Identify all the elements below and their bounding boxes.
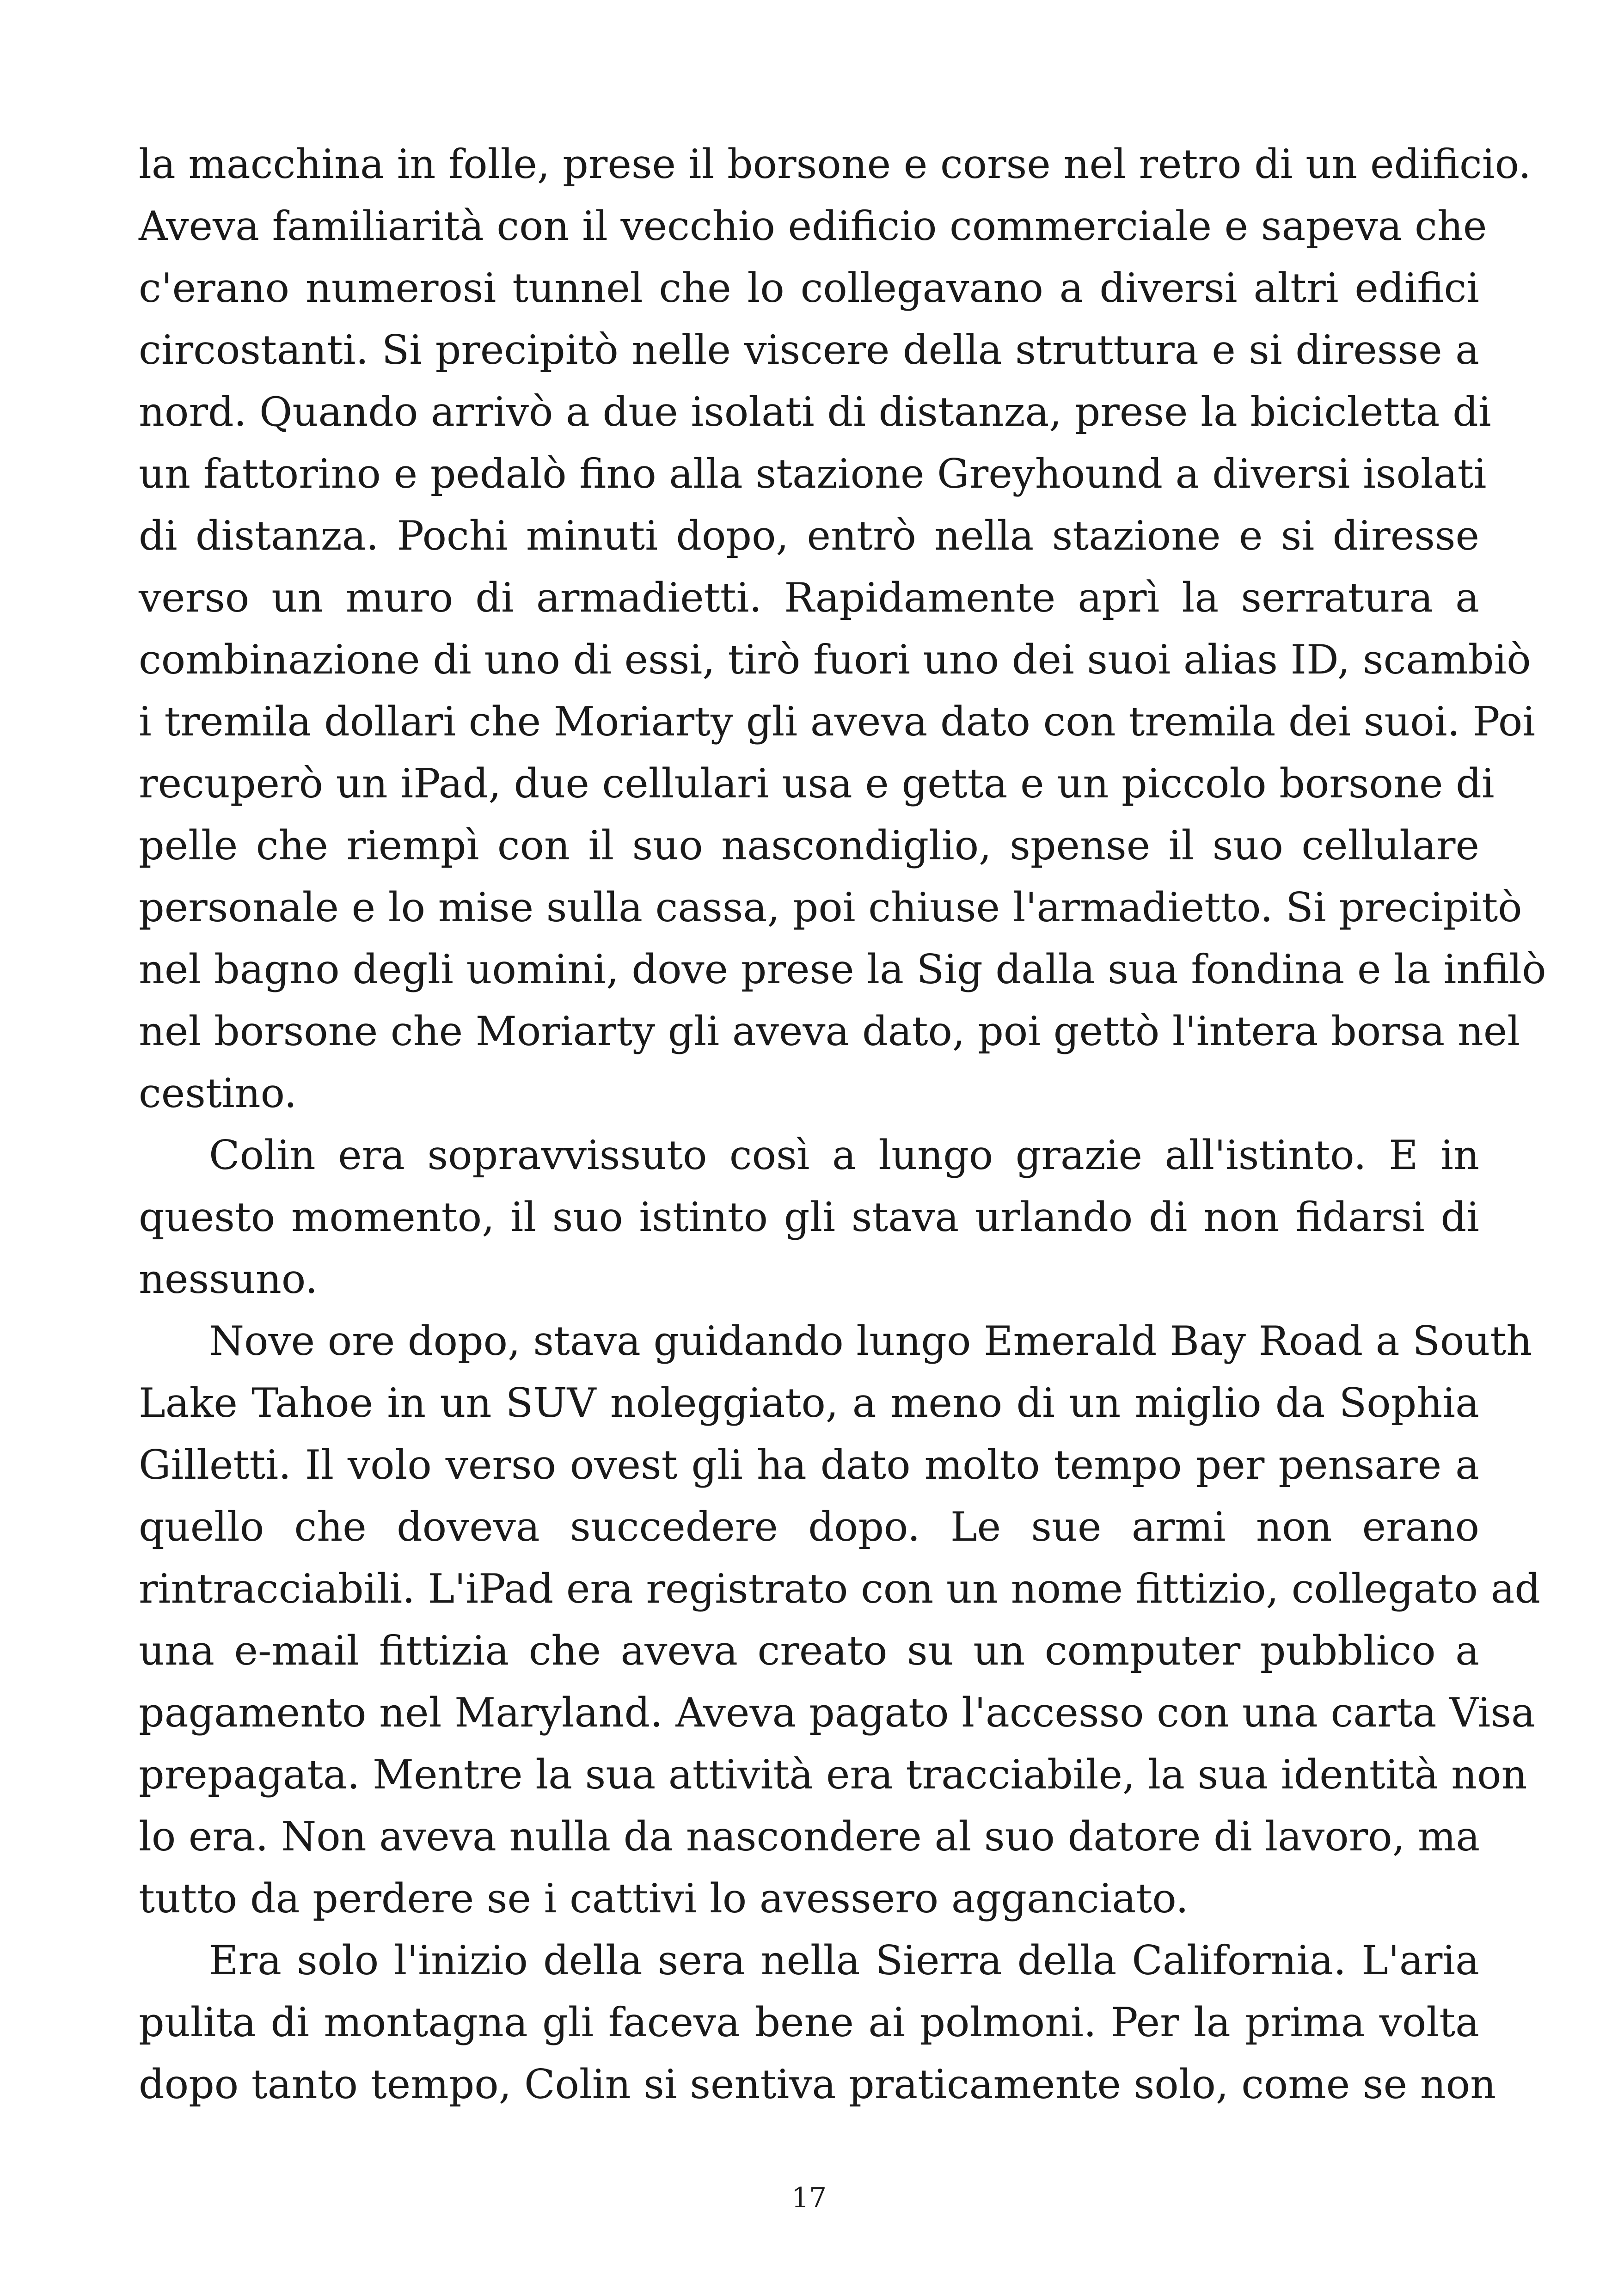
paragraph — [139, 1124, 1479, 1310]
text-line: rintracciabili. L'iPad era registrato con un nome fittizio, collegato ad — [139, 1565, 1541, 1612]
text-line: circostanti. Si precipitò nelle viscere della struttura e si diresse a — [139, 326, 1479, 373]
text-line: di distanza. Pochi minuti dopo, entrò nella stazione e si diresse — [139, 512, 1479, 559]
text-line: questo momento, il suo istinto gli stava urlando di non fidarsi di — [139, 1194, 1479, 1241]
body-text — [139, 133, 1546, 2115]
text-line: nord. Quando arrivò a due isolati di distanza, prese la bicicletta di — [139, 388, 1491, 435]
text-line: dopo tanto tempo, Colin si sentiva praticamente solo, come se non — [139, 2061, 1496, 2108]
text-line: c'erano numerosi tunnel che lo collegavano a diversi altri edifici — [139, 264, 1479, 312]
text-line: Gilletti. Il volo verso ovest gli ha dato molto tempo per pensare a — [139, 1441, 1479, 1488]
paragraph — [139, 1929, 1496, 2115]
text-line: Colin era sopravvissuto così a lungo grazie all'istinto. E in — [209, 1132, 1479, 1179]
text-line: una e-mail fittizia che aveva creato su un computer pubblico a — [139, 1627, 1479, 1674]
text-line: la macchina in folle, prese il borsone e corse nel retro di un edificio. — [139, 141, 1532, 188]
text-line: prepagata. Mentre la sua attività era tracciabile, la sua identità non — [139, 1751, 1527, 1798]
text-line: lo era. Non aveva nulla da nascondere al suo datore di lavoro, ma — [139, 1813, 1480, 1860]
paragraph — [139, 1310, 1541, 1929]
text-line: personale e lo mise sulla cassa, poi chiuse l'armadietto. Si precipitò — [139, 884, 1522, 931]
text-line: nessuno. — [139, 1255, 318, 1303]
paragraph — [139, 133, 1546, 1124]
text-line: Nove ore dopo, stava guidando lungo Emerald Bay Road a South — [209, 1317, 1532, 1365]
text-line: Aveva familiarità con il vecchio edificio commerciale e sapeva che — [139, 202, 1487, 250]
text-line: verso un muro di armadietti. Rapidamente aprì la serratura a — [139, 574, 1479, 621]
text-line: Lake Tahoe in un SUV noleggiato, a meno di un miglio da Sophia — [139, 1379, 1479, 1427]
text-line: cestino. — [139, 1070, 297, 1117]
text-line: i tremila dollari che Moriarty gli aveva dato con tremila dei suoi. Poi — [139, 698, 1536, 745]
page-number: 17 — [791, 2182, 827, 2214]
text-line: quello che doveva succedere dopo. Le sue armi non erano — [139, 1503, 1479, 1550]
text-line: un fattorino e pedalò fino alla stazione Greyhound a diversi isolati — [139, 450, 1487, 497]
text-line: Era solo l'inizio della sera nella Sierra della California. L'aria — [209, 1937, 1479, 1984]
text-line: pagamento nel Maryland. Aveva pagato l'accesso con una carta Visa — [139, 1689, 1535, 1736]
text-line: nel borsone che Moriarty gli aveva dato, poi gettò l'intera borsa nel — [139, 1008, 1520, 1055]
text-line: nel bagno degli uomini, dove prese la Sig dalla sua fondina e la infilò — [139, 946, 1546, 993]
text-line: pelle che riempì con il suo nascondiglio, spense il suo cellulare — [139, 822, 1479, 869]
text-line: combinazione di uno di essi, tirò fuori uno dei suoi alias ID, scambiò — [139, 636, 1531, 683]
text-line: tutto da perdere se i cattivi lo avessero agganciato. — [139, 1875, 1189, 1922]
text-line: recuperò un iPad, due cellulari usa e getta e un piccolo borsone di — [139, 760, 1495, 807]
text-line: pulita di montagna gli faceva bene ai polmoni. Per la prima volta — [139, 1999, 1479, 2046]
